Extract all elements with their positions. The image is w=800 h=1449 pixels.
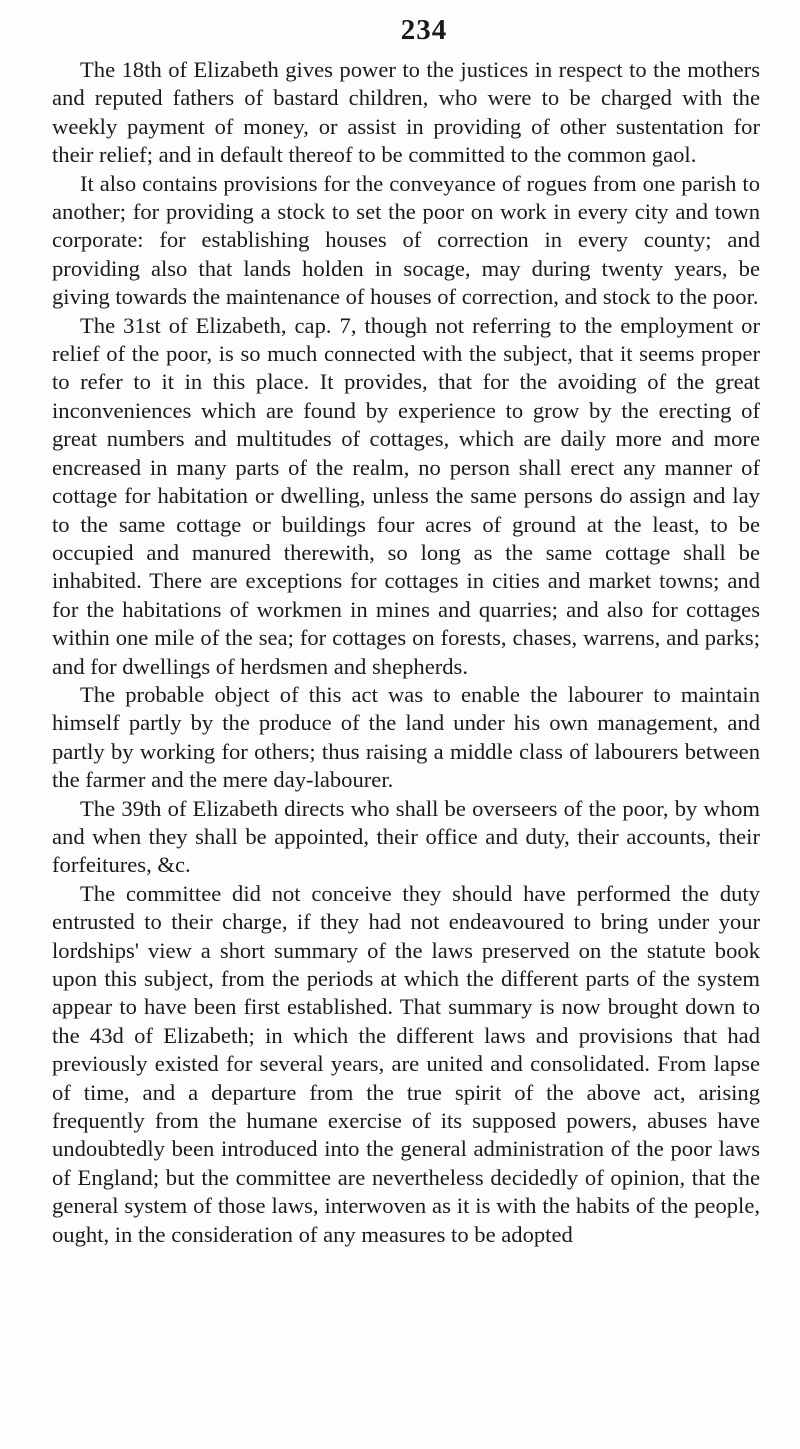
paragraph-overseers: The 39th of Elizabeth directs who shall be overseers of the poor, by whom and when they shall be appointed, their office and duty, their accounts, their forfeitures, &c. <box>52 795 760 878</box>
paragraph-committee-summary: The committee did not conceive they should have performed the duty entrusted to their charge, if they had not endeavoured to bring under your lordships' view a short summary of the laws preserved on the statute book upon this subject, from the periods at which the different parts of the system appear to have been first established. That summary is now brought down to the 43d of Elizabeth; in which the different laws and provisions that had previously existed for several years, are united and consolidated. From lapse of time, and a departure from the true spirit of the above act, arising frequently from the humane exercise of its supposed powers, abuses have undoubtedly been introduced into the general administration of the poor laws of England; but the committee are nevertheless decidedly of opinion, that the general system of those laws, interwoven as it is with the habits of the people, ought, in the consideration of any measures to be adopted <box>52 880 760 1247</box>
body-text <box>52 56 760 1249</box>
page-number: 234 <box>400 14 448 46</box>
paragraph-bastardy: The 18th of Elizabeth gives power to the justices in respect to the mothers and reputed fathers of bastard children, who were to be charged with the weekly payment of money, or assist in providing of other sustentation for their relief; and in default thereof to be committed to the common gaol. <box>52 57 760 168</box>
paragraph-cottages: The 31st of Elizabeth, cap. 7, though not referring to the employment or relief of the poor, is so much connected with the subject, that it seems proper to refer to it in this place. It provides, that for the avoiding of the great inconveniences which are found by experience to grow by the erecting of great numbers and multitudes of cottages, which are daily more and more encreased in many parts of the realm, no person shall erect any manner of cottage for habitation or dwelling, unless the same persons do assign and lay to the same cottage or buildings four acres of ground at the least, to be occupied and manured therewith, so long as the same cottage shall be inhabited. There are exceptions for cottages in cities and market towns; and for the habitations of workmen in mines and quarries; and also for cottages within one mile of the sea; for cottages on forests, chases, warrens, and parks; and for dwellings of herdsmen and shepherds. <box>52 312 760 679</box>
paragraph-rogues-correction: It also contains provisions for the conveyance of rogues from one parish to another; for providing a stock to set the poor on work in every city and town corporate: for establishing houses of correction in every county; and providing also that lands holden in socage, may during twenty years, be giving towards the maintenance of houses of correction, and stock to the poor. <box>52 170 760 310</box>
paragraph-labourer-object: The probable object of this act was to enable the labourer to maintain himself partly by the produce of the land under his own management, and partly by working for others; thus raising a middle class of labourers between the farmer and the mere day-labourer. <box>52 681 760 793</box>
